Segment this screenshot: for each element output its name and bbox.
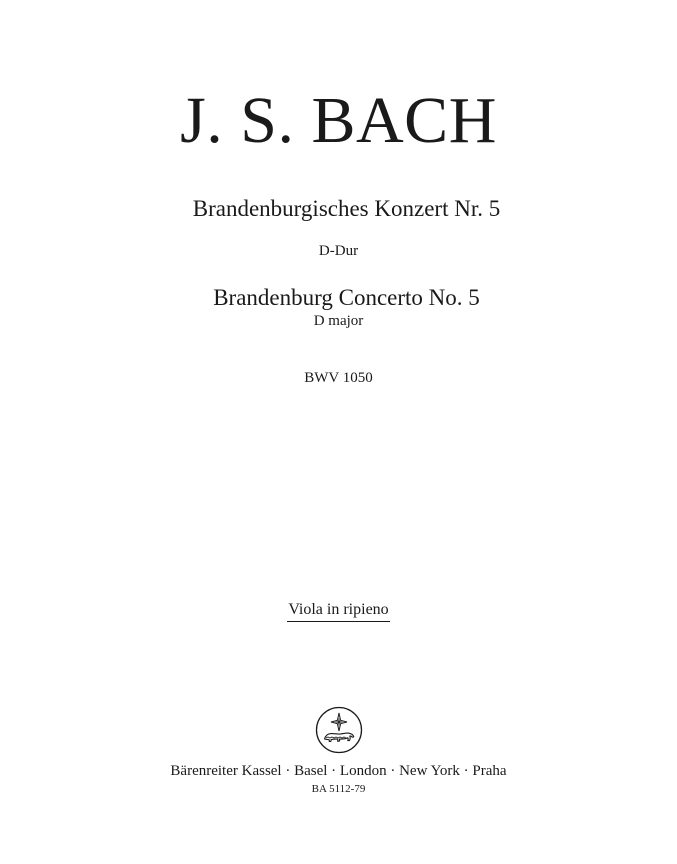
composer-name: J. S. BACH	[180, 84, 497, 157]
edition-number: BA 5112-79	[311, 783, 366, 795]
baerenreiter-bear-logo-icon	[315, 706, 363, 754]
part-label: Viola in ripieno	[287, 600, 389, 622]
catalog-number: BWV 1050	[304, 370, 373, 386]
publisher-locations: Bärenreiter Kassel · Basel · London · New York · Praha	[170, 763, 507, 779]
work-title-german: Brandenburgisches Konzert Nr. 5	[192, 196, 501, 221]
work-key-german: D-Dur	[318, 243, 359, 259]
work-title-english: Brandenburg Concerto No. 5	[213, 285, 480, 310]
part-designation	[0, 600, 677, 622]
work-key-english: D major	[313, 313, 364, 329]
